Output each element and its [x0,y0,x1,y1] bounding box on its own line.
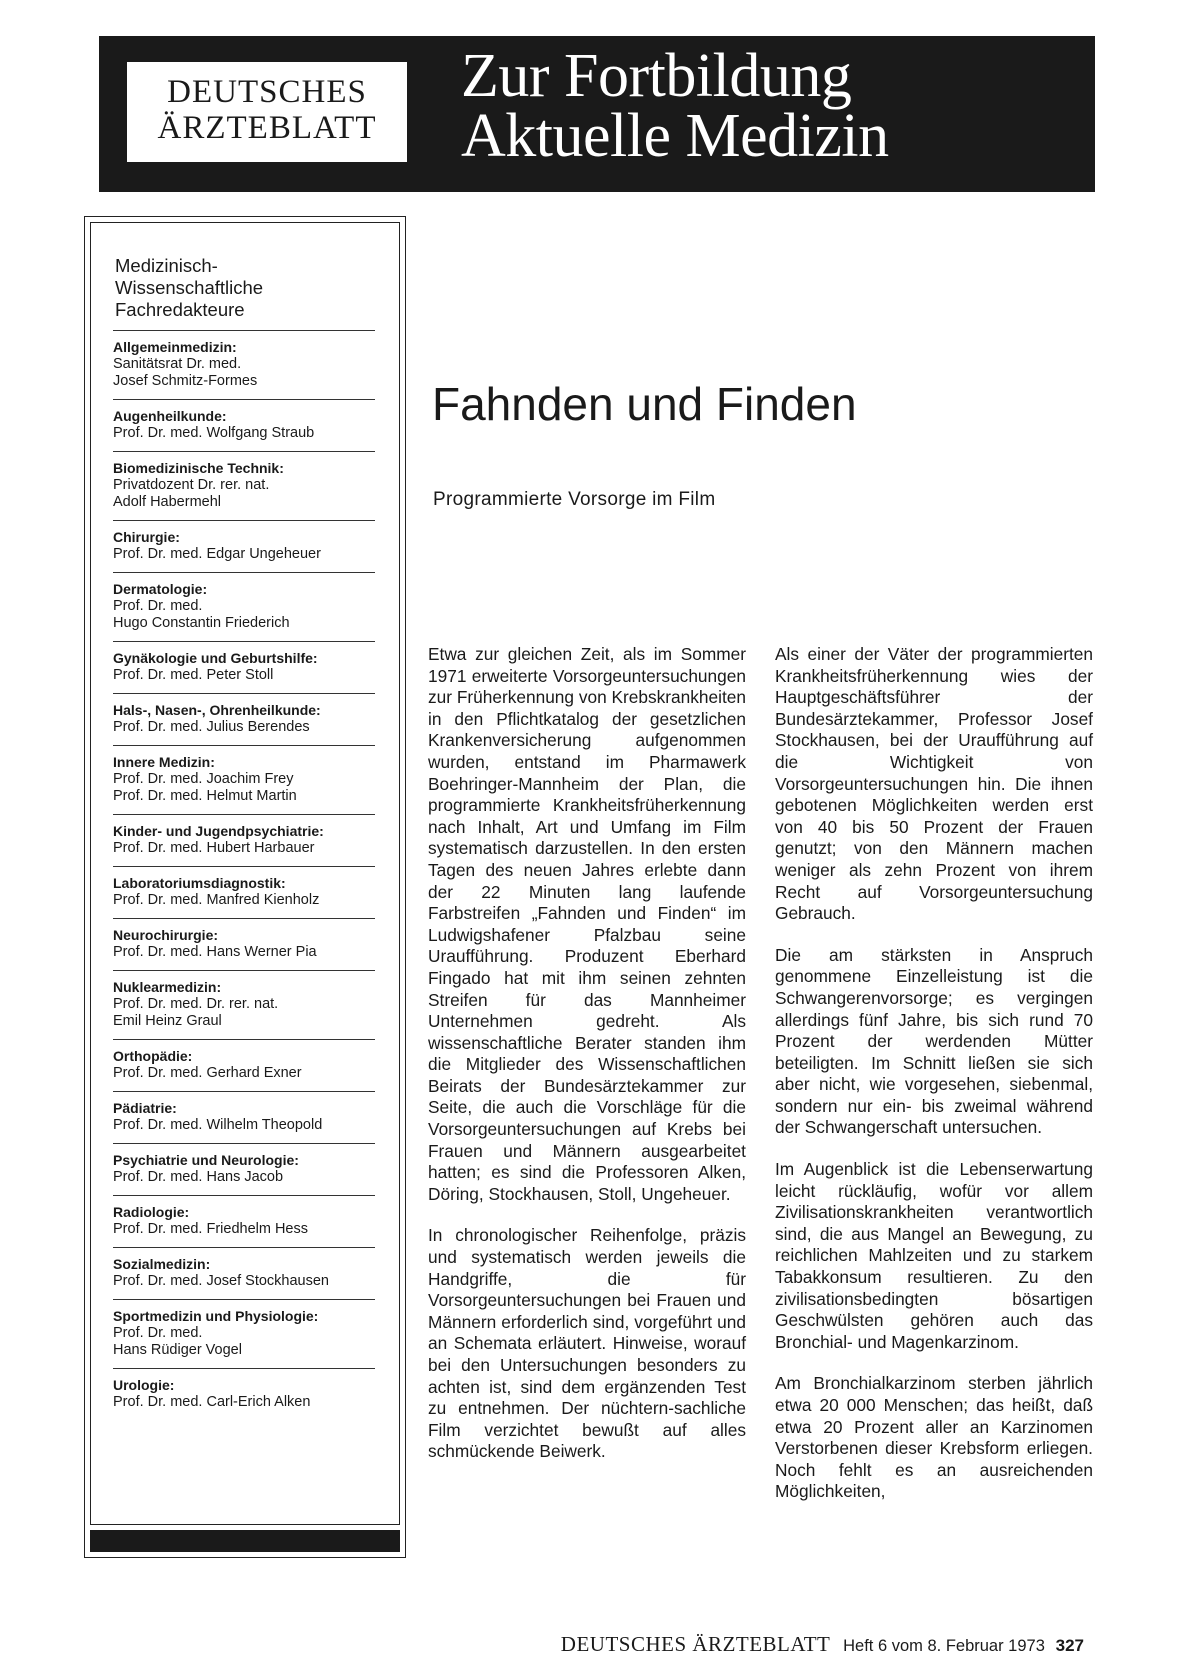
editor-name: Prof. Dr. med. Wilhelm Theopold [113,1117,323,1133]
editor-name: Adolf Habermehl [113,494,221,510]
paragraph: Am Bronchialkarzinom sterben jährlich etwa 20 000 Menschen; das heißt, daß etwa 20 Prozent aller an Karzinomen Verstorbenen dieser Krebsform erliegen. Noch fehlt es an ausreichenden Möglichkeiten, [775,1373,1093,1502]
editor-name: Prof. Dr. med. Edgar Ungeheuer [113,546,321,562]
editor-entry [113,1299,375,1368]
section-title-line-1: Zur Fortbildung [461,42,852,110]
editor-subject: Laboratoriumsdiagnostik: [113,875,286,891]
editor-name: Prof. Dr. med. Helmut Martin [113,788,297,804]
editor-subject: Gynäkologie und Geburtshilfe: [113,650,318,666]
editor-name: Prof. Dr. med. Peter Stoll [113,667,274,683]
editor-entry [113,330,375,399]
paragraph: Im Augenblick ist die Lebenserwartung leicht rückläufig, wofür vor allem Zivilisationskrankheiten verantwortlich sind, die aus Mangel an Bewegung, zu reichlichen Mahlzeiten und zu starkem Tabakkonsum resultieren. Zu den zivilisationsbedingten bösartigen Geschwülsten gehören auch das Bronchial- und Magenkarzinom. [775,1159,1093,1352]
editor-subject: Innere Medizin: [113,754,215,770]
editor-name: Prof. Dr. med. Hans Werner Pia [113,944,317,960]
sidebar-bottom-bar [90,1530,400,1552]
editor-name: Sanitätsrat Dr. med. [113,356,242,372]
editor-entry [113,572,375,641]
editor-name: Prof. Dr. med. Josef Stockhausen [113,1273,329,1289]
editor-entry [113,918,375,970]
editor-entry [113,520,375,572]
editor-entry [113,866,375,918]
editor-name: Josef Schmitz-Formes [113,373,258,389]
sidebar-heading-line: Fachredakteure [115,299,245,320]
editor-subject: Augenheilkunde: [113,408,227,424]
editor-name: Prof. Dr. med. Hans Jacob [113,1169,284,1185]
sidebar-heading-line: Medizinisch- [115,255,218,276]
footer-journal-name: DEUTSCHES ÄRZTEBLATT [560,1632,831,1656]
journal-logo [127,62,407,162]
paragraph: Als einer der Väter der programmierten Krankheitsfrüherkennung wies der Hauptgeschäftsführer der Bundesärztekammer, Professor Josef Stockhausen, bei der Uraufführung auf die Wichtigkeit von Vorsorgeuntersuchungen hin. Die ihnen gebotenen Möglichkeiten werden erst von 40 bis 50 Prozent der Frauen genutzt; von den Männern machen weniger als zehn Prozent von ihrem Recht auf Vorsorgeuntersuchung Gebrauch. [775,644,1093,924]
section-title-line-2: Aktuelle Medizin [461,102,889,170]
editor-name: Prof. Dr. med. Julius Berendes [113,719,310,735]
editor-entry [113,814,375,866]
article-column-2 [775,644,1093,1523]
editor-subject: Sozialmedizin: [113,1256,211,1272]
logo-line-2: ÄRZTEBLATT [157,110,377,146]
editor-name: Prof. Dr. med. Joachim Frey [113,771,294,787]
editor-subject: Chirurgie: [113,529,180,545]
article-column-1 [428,644,746,1483]
editors-sidebar [84,216,406,1558]
logo-line-1: DEUTSCHES [167,74,367,110]
editor-subject: Dermatologie: [113,581,208,597]
header-banner [99,36,1095,192]
editor-name: Prof. Dr. med. Hubert Harbauer [113,840,315,856]
editor-entry [113,1247,375,1299]
editor-name: Prof. Dr. med. Manfred Kienholz [113,892,320,908]
editor-entry [113,693,375,745]
editor-name: Privatdozent Dr. rer. nat. [113,477,270,493]
editor-name: Prof. Dr. med. Wolfgang Straub [113,425,315,441]
editor-entry [113,399,375,451]
editor-name: Prof. Dr. med. Dr. rer. nat. [113,996,279,1012]
editor-subject: Kinder- und Jugendpsychiatrie: [113,823,324,839]
editor-name: Prof. Dr. med. Friedhelm Hess [113,1221,308,1237]
sidebar-heading [115,255,385,321]
section-title [461,42,889,170]
editor-entry [113,1195,375,1247]
paragraph: Etwa zur gleichen Zeit, als im Sommer 1971 erweiterte Vorsorgeuntersuchungen zur Früherkennung von Krebskrankheiten in den Pflichtkatalog der gesetzlichen Krankenversicherung aufgenommen wurden, entstand im Pharmawerk Boehringer-Mannheim der Plan, die programmierte Krankheitsfrüherkennung nach Inhalt, Art und Umfang im Film systematisch darzustellen. In den ersten Tagen des neuen Jahres erlebte dann der 22 Minuten lang laufende Farbstreifen „Fahnden und Finden“ im Ludwigshafener Pfalzbau seine Uraufführung. Produzent Eberhard Fingado hat mit ihm seinen zehnten Streifen für das Mannheimer Unternehmen gedreht. Als wissenschaftliche Berater standen ihm die Mitglieder des Wissenschaftlichen Beirats der Bundesärztekammer zur Seite, die auch die Vorschläge für die Vorsorgeuntersuchungen auf Krebs bei Frauen und Männern ausgearbeitet hatten; es sind die Professoren Alken, Döring, Stockhausen, Stoll, Ungeheuer. [428,644,746,1204]
editor-entry [113,1091,375,1143]
editor-subject: Urologie: [113,1377,175,1393]
page-footer [561,1632,1084,1657]
article-title: Fahnden und Finden [432,378,857,430]
editor-name: Prof. Dr. med. [113,1325,203,1341]
editor-subject: Neurochirurgie: [113,927,219,943]
page-number: 327 [1055,1636,1084,1655]
editor-entry [113,451,375,520]
editor-subject: Orthopädie: [113,1048,193,1064]
article-subtitle: Programmierte Vorsorge im Film [433,489,716,510]
editor-subject: Radiologie: [113,1204,190,1220]
editor-subject: Sportmedizin und Physiologie: [113,1308,319,1324]
paragraph: Die am stärksten in Anspruch genommene Einzelleistung ist die Schwangerenvorsorge; es vergingen allerdings fünf Jahre, bis sich rund 70 Prozent der werdenden Mütter beteiligten. Im Schnitt ließen sie sich aber nicht, wie vorgesehen, siebenmal, sondern nur ein- bis zweimal während der Schwangerschaft untersuchen. [775,944,1093,1138]
editor-name: Prof. Dr. med. Gerhard Exner [113,1065,302,1081]
editor-entry [113,1039,375,1091]
editor-subject: Nuklearmedizin: [113,979,222,995]
paragraph: In chronologischer Reihenfolge, präzis und systematisch werden jeweils die Handgriffe, die für Vorsorgeuntersuchungen bei Frauen und Männern erforderlich sind, vorgeführt und an Schemata erläutert. Hinweise, worauf bei den Untersuchungen besonders zu achten ist, sind dem ergänzenden Test zu entnehmen. Der nüchtern-sachliche Film verzichtet bewußt auf alles schmückende Beiwerk. [428,1225,746,1462]
editor-entry [113,970,375,1039]
editor-subject: Allgemeinmedizin: [113,339,237,355]
editor-entry [113,1143,375,1195]
editor-entry [113,745,375,814]
sidebar-heading-line: Wissenschaftliche [115,277,264,298]
editors-list [113,330,375,1420]
editor-entry [113,1368,375,1420]
editor-subject: Hals-, Nasen-, Ohrenheilkunde: [113,702,321,718]
editor-name: Prof. Dr. med. [113,598,203,614]
editor-name: Hans Rüdiger Vogel [113,1342,242,1358]
editor-name: Prof. Dr. med. Carl-Erich Alken [113,1394,311,1410]
editor-name: Emil Heinz Graul [113,1013,222,1029]
editor-subject: Psychiatrie und Neurologie: [113,1152,299,1168]
editor-subject: Pädiatrie: [113,1100,177,1116]
editor-entry [113,641,375,693]
footer-issue: Heft 6 vom 8. Februar 1973 [843,1637,1045,1655]
editor-name: Hugo Constantin Friederich [113,615,290,631]
editor-subject: Biomedizinische Technik: [113,460,284,476]
